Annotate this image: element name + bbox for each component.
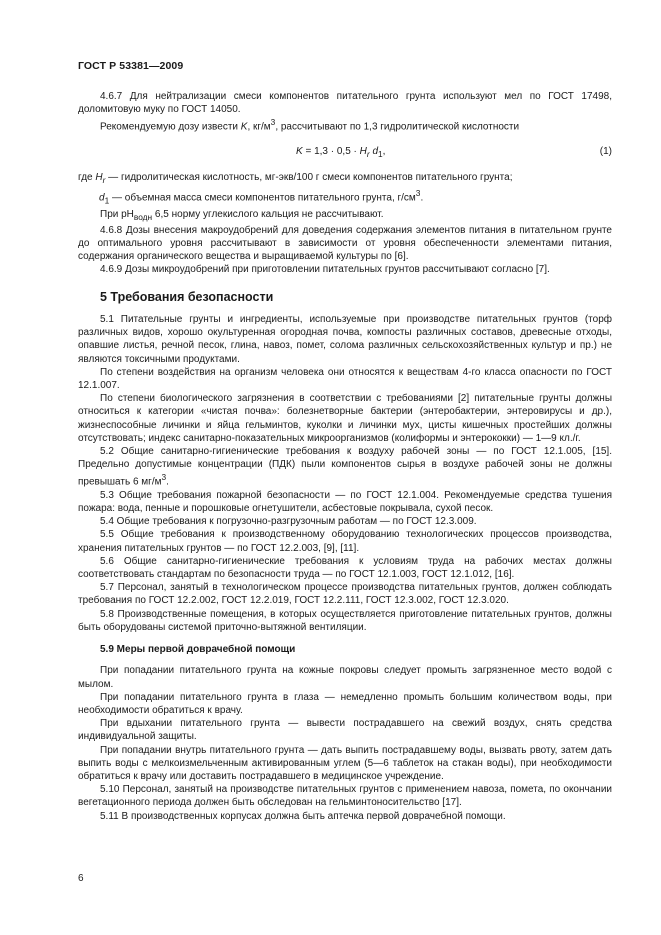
formula-1 <box>78 145 612 159</box>
paragraph-5-1-biological: По степени биологического загрязнения в соответствии с требованиями [2] питательные грунты должны относиться к категории «чистая почва»: болезнетворные бактерии (энтеробактерии, энтеровирусы и др.), жизнеспособные личинки и яйца гельминтов, куколки и личинки мух, цисты кишечных простейших должны отсутствовать; индекс санитарно-показательных микроорганизмов (колиформы и энтерококки) — 1—9 кл./г. <box>78 393 612 444</box>
paragraph-5-1: 5.1 Питательные грунты и ингредиенты, используемые при производстве питательных грунтов (торф различных видов, хорошо окультуренная огородная почва, компосты различных составов, древесные отходы, опавшие листья, речной песок, глина, навоз, помет, солома различных сельскохозяйственных культур и пр.) не являются токсичными продуктами. <box>78 313 612 365</box>
paragraph-5-2: 5.2 Общие санитарно-гигиенические требования к воздуху рабочей зоны — по ГОСТ 12.1.005, [15]. Предельно допустимые концентрации (ПДК) пыли компонентов сырья в воздухе рабочей зоны не должны превышать 6 $мг/м^3$. <box>78 445 612 488</box>
paragraph-5-9-eyes: При попадании питательного грунта в глаза — немедленно промыть большим количеством воды, при необходимости обратиться к врачу. <box>78 691 612 716</box>
formula-number: (1) <box>599 145 612 157</box>
paragraph-5-10: 5.10 Персонал, занятый на производстве питательных грунтов с применением навоза, помета, по окончании вегетационного периода должен быть обследован на гельминтоносительство [17]. <box>78 784 612 809</box>
formula-expression: $K = 1,3 \cdot 0,5 \cdot H_r$ $d_1$, <box>296 145 386 159</box>
paragraph-5-9-skin: При попадании питательного грунта на кожные покровы следует промыть загрязненное место водой с мылом. <box>78 665 612 690</box>
paragraph-5-1-hazard-class: По степени воздействия на организм человека они относятся к веществам 4-го класса опасности по ГОСТ 12.1.007. <box>78 366 612 391</box>
paragraph-4-6-8: 4.6.8 Дозы внесения макроудобрений для доведения содержания элементов питания в питательном грунте до оптимального уровня рассчитывают в зависимости от уровня обеспеченности элементами питания, содержания органического вещества и выращиваемой культуры по [6]. <box>78 224 612 263</box>
page-number: 6 <box>78 873 84 884</box>
definition-hr: где $H_r$ — гидролитическая кислотность, мг-экв/100 г смеси компонентов питательного грунта; <box>78 171 513 185</box>
paragraph-4-6-9: 4.6.9 Дозы микроудобрений при приготовлении питательных грунтов рассчитывают согласно [7]. <box>100 264 550 276</box>
paragraph-ph-note: При $pH_{водн}$ 6,5 норму углекислого кальция не рассчитывают. <box>100 208 384 222</box>
section-5-9-title: 5.9 Меры первой доврачебной помощи <box>100 644 296 656</box>
paragraph-4-6-7: 4.6.7 Для нейтрализации смеси компонентов питательного грунта используют мел по ГОСТ 17498, доломитовую муку по ГОСТ 14050. <box>78 91 612 116</box>
paragraph-5-3: 5.3 Общие требования пожарной безопасности — по ГОСТ 12.1.004. Рекомендуемые средства тушения пожара: вода, пенные и порошковые огнетушители, асбестовые покрывала, сухой песок. <box>78 489 612 515</box>
paragraph-5-9-inhalation: При вдыхании питательного грунта — вывести пострадавшего на свежий воздух, снять средства индивидуальной защиты. <box>78 718 612 743</box>
paragraph-5-6: 5.6 Общие санитарно-гигиенические требования к условиям труда на рабочих местах должны соответствовать стандартам по безопасности труда — по ГОСТ 12.1.003, ГОСТ 12.1.012, [16]. <box>78 555 612 581</box>
paragraph-5-7: 5.7 Персонал, занятый в технологическом процессе производства питательных грунтов, должен соблюдать требования по ГОСТ 12.2.002, ГОСТ 12.2.019, ГОСТ 12.2.111, ГОСТ 12.3.002, ГОСТ 12.3.020. <box>78 582 612 607</box>
paragraph-5-11: 5.11 В производственных корпусах должна быть аптечка первой доврачебной помощи. <box>100 810 506 822</box>
page-content <box>78 90 612 823</box>
paragraph-5-5: 5.5 Общие требования к производственному оборудованию технологических процессов производства, хранения питательных грунтов — по ГОСТ 12.2.003, [9], [11]. <box>78 529 612 554</box>
paragraph-4-6-7-dose: Рекомендуемую дозу извести K, $кг/м^3$, рассчитывают по 1,3 гидролитической кислотности <box>100 117 520 133</box>
paragraph-5-8: 5.8 Производственные помещения, в которых осуществляется приготовление питательных грунтов, должны быть оборудованы системой приточно-вытяжной вентиляции. <box>78 608 612 633</box>
paragraph-5-9-ingestion: При попадании внутрь питательного грунта — дать выпить пострадавшему воды, вызвать рвоту, затем дать выпить воды с мелкоизмельченным активированным углем (5—6 таблеток на стакан воды), при необходимости обратиться к врачу или доставить пострадавшего в медицинское учреждение. <box>78 744 612 782</box>
paragraph-5-4: 5.4 Общие требования к погрузочно-разгрузочным работам — по ГОСТ 12.3.009. <box>100 516 477 528</box>
definition-d1: $d_1$ — объемная масса смеси компонентов питательного грунта, $г/см^3$. <box>99 188 424 206</box>
section-5-title: 5 Требования безопасности <box>100 289 274 304</box>
document-header: ГОСТ Р 53381—2009 <box>78 60 184 72</box>
